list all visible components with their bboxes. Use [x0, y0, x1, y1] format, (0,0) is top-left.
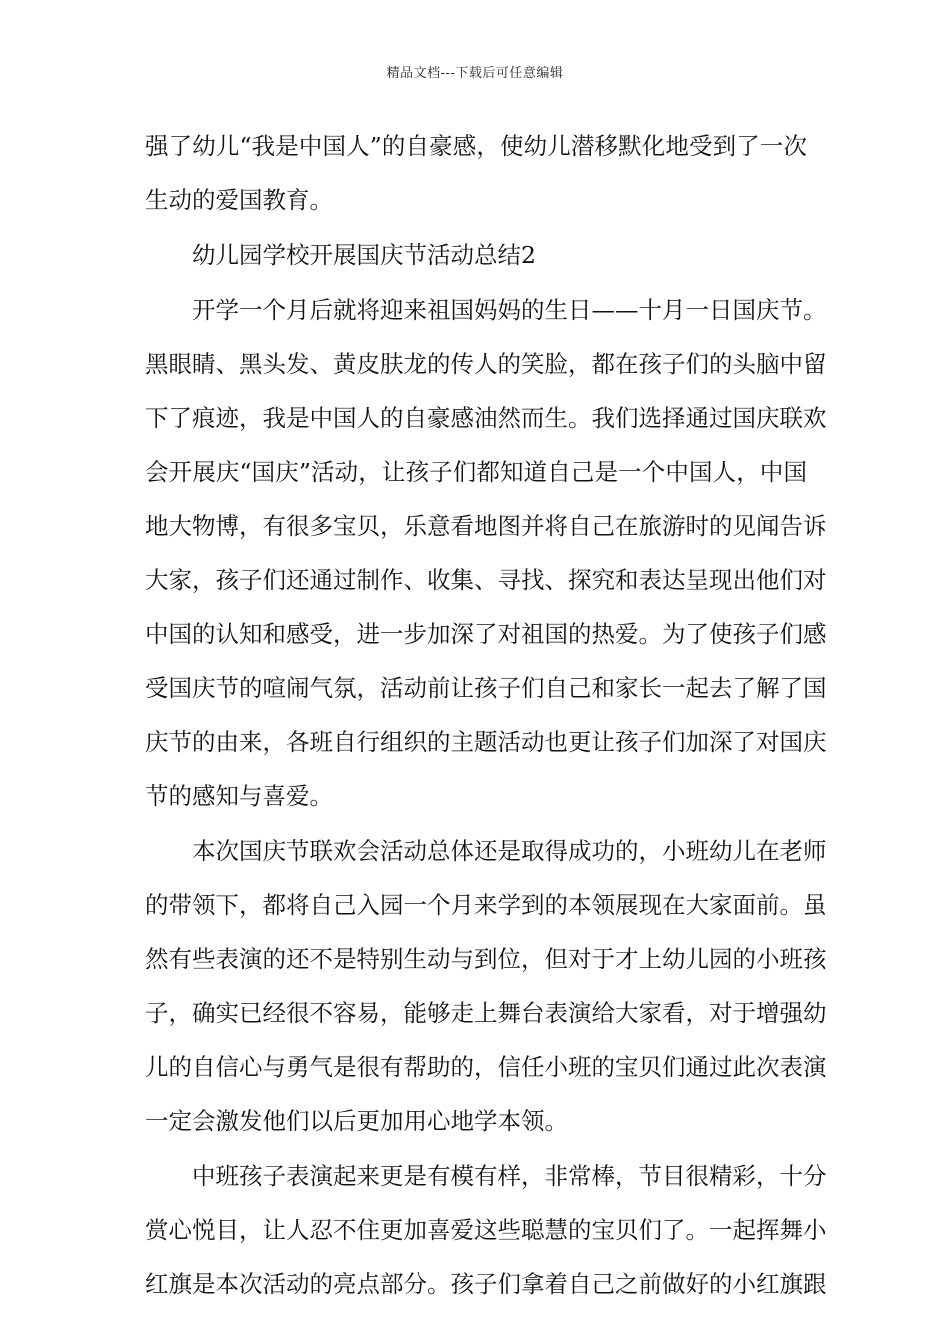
paragraph [145, 1160, 827, 1300]
text-line: 开学一个月后就将迎来祖国妈妈的生日——十月一日国庆节。 [192, 296, 827, 324]
text-line: 地大物博，有很多宝贝，乐意看地图并将自己在旅游时的见闻告诉 [145, 512, 827, 540]
section-heading [145, 239, 807, 271]
paragraph [145, 835, 827, 1137]
text-line: 的带领下，都将自己入园一个月来学到的本领展现在大家面前。虽 [145, 891, 827, 919]
text-line: 庆节的由来，各班自行组织的主题活动也更让孩子们加深了对国庆 [145, 728, 827, 756]
text-line: 下了痕迹，我是中国人的自豪感油然而生。我们选择通过国庆联欢 [145, 404, 827, 432]
text-line: 黑眼睛、黑头发、黄皮肤龙的传人的笑脸，都在孩子们的头脑中留 [145, 350, 827, 378]
text-line: 中国的认知和感受，进一步加深了对祖国的热爱。为了使孩子们感 [145, 620, 827, 648]
page-header: 精品文档---下载后可任意编辑 [386, 66, 564, 81]
text-line: 子，确实已经很不容易，能够走上舞台表演给大家看，对于增强幼 [145, 999, 827, 1027]
text-line: 一定会激发他们以后更加用心地学本领。 [145, 1107, 568, 1135]
text-line: 中班孩子表演起来更是有模有样，非常棒，节目很精彩，十分 [192, 1162, 827, 1190]
text-line: 生动的爱国教育。 [145, 186, 333, 214]
text-line: 赏心悦目，让人忍不住更加喜爱这些聪慧的宝贝们了。一起挥舞小 [145, 1216, 827, 1244]
document-body [145, 130, 827, 1300]
text-line: 红旗是本次活动的亮点部分。孩子们拿着自己之前做好的小红旗跟 [145, 1270, 827, 1298]
text-line: 会开展庆“国庆”活动，让孩子们都知道自己是一个中国人，中国 [145, 458, 807, 486]
paragraph [145, 130, 807, 216]
text-line: 节的感知与喜爱。 [145, 782, 333, 810]
heading-text: 幼儿园学校开展国庆节活动总结2 [192, 241, 536, 269]
text-line: 大家，孩子们还通过制作、收集、寻找、探究和表达呈现出他们对 [145, 566, 827, 594]
text-line: 受国庆节的喧闹气氛，活动前让孩子们自己和家长一起去了解了国 [145, 674, 827, 702]
text-line: 强了幼儿“我是中国人”的自豪感，使幼儿潜移默化地受到了一次 [145, 132, 807, 160]
text-line: 然有些表演的还不是特别生动与到位，但对于才上幼儿园的小班孩 [145, 945, 827, 973]
text-line: 本次国庆节联欢会活动总体还是取得成功的，小班幼儿在老师 [192, 837, 827, 865]
text-line: 儿的自信心与勇气是很有帮助的，信任小班的宝贝们通过此次表演 [145, 1053, 827, 1081]
paragraph [145, 294, 827, 812]
